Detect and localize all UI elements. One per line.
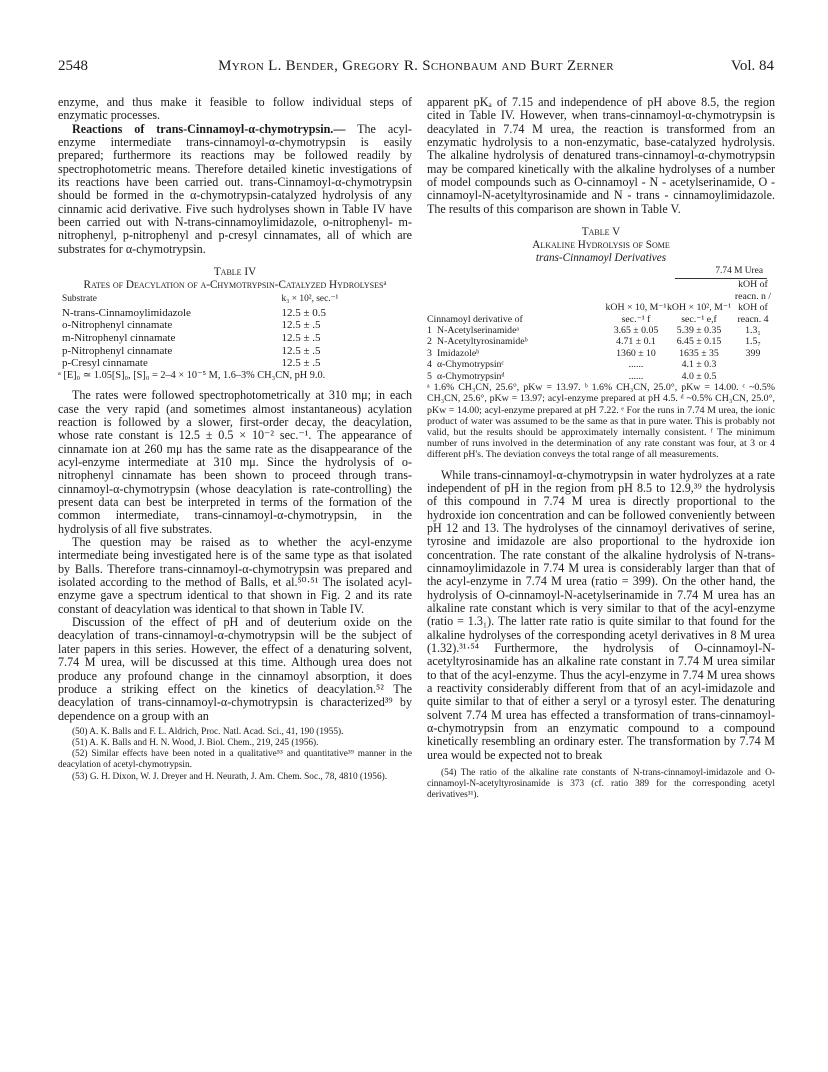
alkaline-hydrolysis-table [427,279,775,382]
table-row [58,319,358,332]
row-number: 5 [427,370,432,382]
rate-cell: 12.5 ± .5 [281,331,321,344]
ratio-cell [731,359,775,370]
substrate-cell: p-Cresyl cinnamate [62,357,148,370]
substrate-cell: N-trans-Cinnamoylimidazole [62,306,191,319]
koh-cell: 1360 ± 10 [616,347,656,359]
derivative-cell: α-Chymotrypsinᵈ [437,370,505,382]
reference: (53) G. H. Dixon, W. J. Dreyer and H. Neurath, J. Am. Chem. Soc., 78, 4810 (1956). [72,771,388,782]
paragraph-text: The acyl-enzyme intermediate trans-cinnamoyl-α-chymotrypsin is easily prepared; furthermore its reactions may be followed readily by spectrophotometric means. Therefore detailed kinetic investigations of its reactions have been carried out. trans-Cinnamoyl-α-chymotrypsin should be formed in the α-chymotrypsin-catalyzed hydrolysis of any cinnamic acid derivative. Five such hydrolyses shown in Table IV have been carried out with N-trans-cinnamoylimidazole, o-nitrophenyl- m-nitrophenyl, p-nitrophenyl and p-cresyl cinnamates, all of which are substrates for α-chymotrypsin. [58,121,412,256]
table-caption: Rates of Deacylation of α-Chymotrypsin-Catalyzed Hydrolysesᵃ [83,279,387,292]
substrate-cell: p-Nitrophenyl cinnamate [62,344,173,357]
paragraph: apparent pKₐ of 7.15 and independence of pH above 8.5, the region cited in Table IV. However, when trans-cinnamoyl-α-chymotrypsin is deacylated in 7.74 M urea, the reaction is transformed from an enzymatic hydrolysis to a non-enzymatic, base-catalyzed hydrolysis. The alkaline hydrolysis of denatured trans-cinnamoyl-α-chymotrypsin may be compared kinetically with the alkaline hydrolyses of a number of model compounds such as O-cinnamoyl - N - acetylserinamide, O - cinnamoyl-N-acetyltyrosinamide and N - trans - cinnamoylimidazole. The results of this comparison are shown in Table V. [427,95,775,216]
right-column [427,96,775,802]
table-row [58,345,358,358]
koh-cell: 4.71 ± 0.1 [616,336,656,348]
table-caption: Alkaline Hydrolysis of Some [532,239,670,252]
table-row [427,359,775,370]
substrate-cell: m-Nitrophenyl cinnamate [62,331,176,344]
table-header-row [427,279,775,325]
running-authors: Myron L. Bender, Gregory R. Schonbaum and Burt Zerner [218,58,614,74]
table-caption: trans-Cinnamoyl Derivatives [535,252,667,265]
rate-cell: 12.5 ± .5 [281,344,321,357]
table-header-row [58,292,358,307]
table-footnote: ᵃ 1.6% CH₃CN, 25.6°, pKw = 13.97. ᵇ 1.6% CH₃CN, 25.0°, pKw = 14.00. ᶜ ~0.5% CH₃CN, 25.6°, pKw = 13.97; acyl-enzyme prepared at pH 4.5. ᵈ ~0.5% CH₃CN, 25.0°, pKw = 14.00; acyl-enzyme prepared at pH 7.22. ᵉ For the runs in 7.74 M urea, the ionic product of water was assumed to be the same as that in pure water. This is probably not valid, but the results should be approximately internally consistent. ᶠ The minimum number of runs involved in the determination of any rate constant was four, at 3 or 4 different pH's. The deviation conveys the total range of all measurements. [427,382,775,461]
reference: (52) Similar effects have been noted in a qualitative⁵³ and quantitative³⁹ manner in the deacylation of acetyl-chymotrypsin. [58,749,412,771]
paragraph: The rates were followed spectrophotometrically at 310 mμ; in each case the very rapid (and sometimes almost instantaneous) acylation reaction is followed by a slower, first-order decay, the deacylation, whose rate constant is 12.5 ± 0.5 × 10⁻² sec.⁻¹. The appearance of cinnamate ion at 260 mμ has the same rate as the disappearance of the acyl-enzyme intermediate at 310 mμ. Since the hydrolysis of o-nitrophenyl cinnamate has been shown to proceed through trans-cinnamoyl-α-chymotrypsin (whose deacylation is rate-controlling) the present data can best be interpreted in terms of the formation of the common intermediate, trans-cinnamoyl-α-chymotrypsin, in the hydrolysis of all five substrates. [58,388,412,536]
table-title: Table V [581,226,621,239]
reference: (51) A. K. Balls and H. N. Wood, J. Biol. Chem., 219, 245 (1956). [72,738,319,749]
derivative-cell: α-Chymotrypsinᶜ [437,359,504,371]
table-row [427,371,775,382]
paragraph: While trans-cinnamoyl-α-chymotrypsin in water hydrolyzes at a rate independent of pH in the region from pH 8.5 to 12.9,³⁹ the hydrolysis of this compound in 7.74 M urea is directly proportional to the hydroxide ion concentration and can be followed conveniently between pH 12 and 13. The hydrolyses of the cinnamoyl derivatives of serine, tyrosine and imidazole are also proportional to the hydroxide ion concentration. The rate constant of the alkaline hydrolysis of N-trans-cinnamoylimidazole in 7.74 M urea is considerably larger than that of the acyl-enzyme in 7.74 M urea (ratio = 399). On the other hand, the hydrolysis of O-cinnamoyl-N-acetylserinamide in 7.74 M urea has an alkaline rate constant which is very similar to that of the acyl-enzyme (ratio = 1.3₁). The latter rate ratio is quite similar to that found for the alkaline hydrolyses of the corresponding acetyl derivatives in 8 M urea (1.32).³¹·⁵⁴ Furthermore, the hydrolysis of O-cinnamoyl-N-acetyltyrosinamide has an alkaline rate constant in 7.74 M urea similar to that of the acyl-enzyme. Thus the acyl-enzyme in 7.74 M urea shows a reactivity considerably different from that of an acyl-imidazole and quite similar to that of either a seryl or a tyrosyl ester. The denaturing solvent 7.74 M urea has effected a transformation of trans-cinnamoyl-α-chymotrypsin from an enzymatic compound to a compound kinetically resembling an ordinary ester. The transformation by 7.74 M urea would be expected not to break [427,467,775,762]
koh-cell: 1635 ± 35 [679,347,719,359]
koh-cell: 4.1 ± 0.3 [681,359,717,371]
koh-cell: 3.65 ± 0.05 [613,325,659,337]
table-row [58,357,358,370]
reference: (50) A. K. Balls and F. L. Aldrich, Proc. Natl. Acad. Sci., 41, 190 (1955). [72,726,344,737]
row-number: 4 [427,359,432,371]
koh-cell: 5.39 ± 0.35 [676,325,722,337]
row-number: 2 [427,336,432,348]
left-column [58,96,412,783]
koh-cell: 4.0 ± 0.5 [681,370,717,382]
ratio-cell: 1.3₁ [745,325,761,337]
table-row [427,336,775,347]
paragraph: The question may be raised as to whether the acyl-enzyme intermediate being investigated here is of the same type as that isolated by Balls. Therefore trans-cinnamoyl-α-chymotrypsin was prepared and isolated according to the method of Balls, et al.⁵⁰·⁵¹ The isolated acyl-enzyme gave a spectrum identical to that shown in Fig. 2 and its rate constant of deacylation was identical to that shown in Table IV. [58,535,412,616]
derivative-cell: Imidazoleᵇ [437,347,480,359]
derivative-cell: N-Acetylserinamideᵃ [437,325,520,337]
table-row [427,325,775,336]
rate-cell: 12.5 ± 0.5 [281,306,327,319]
table-title: Table IV [213,266,257,279]
ratio-cell: 1.5₇ [745,336,761,348]
column-header-koh-urea: kOH × 10², M⁻¹ sec.⁻¹ e,f [667,302,731,325]
koh-cell: ...... [628,370,644,382]
ratio-cell [731,371,775,382]
table-row [58,332,358,345]
table-row [58,307,358,320]
column-header-rate: k₃ × 10², sec.⁻¹ [281,294,339,305]
paragraph [58,123,412,256]
rate-cell: 12.5 ± .5 [281,357,321,370]
rates-table [58,292,358,370]
reference: (54) The ratio of the alkaline rate constants of N-trans-cinnamoyl-imidazole and O-cinnamoyl-N-acetyltyrosinamide is 373 (cf. ratio 389 for the corresponding acetyl derivatives³¹). [427,768,775,801]
row-number: 1 [427,325,432,337]
paragraph: enzyme, and thus make it feasible to follow individual steps of enzymatic processes. [58,95,412,123]
running-header [58,58,774,78]
section-heading: Reactions of trans-Cinnamoyl-α-chymotrypsin.— [72,121,346,136]
column-header-ratio: kOH of reacn. n / kOH of reacn. 4 [734,279,772,325]
ratio-cell: 399 [745,347,761,359]
paragraph: Discussion of the effect of pH and of deuterium oxide on the deacylation of trans-cinnamoyl-α-chymotrypsin will be the subject of later papers in this series. However, the effect of a denaturing solvent, 7.74 M urea, will be discussed at this time. Although urea does not produce any profound change in the cinnamoyl absorption, it does produce a striking effect on the kinetics of deacylation.⁵² The deacylation of trans-cinnamoyl-α-chymotrypsin is characterized³⁹ by dependence on a group with an [58,615,412,723]
references [58,727,412,783]
derivative-cell: N-Acetyltyrosinamideᵇ [437,336,528,348]
table-row [427,348,775,359]
substrate-cell: o-Nitrophenyl cinnamate [62,319,173,332]
table-footnote: ᵃ [E]₀ ≃ 1.05[S]₀, [S]₀ = 2–4 × 10⁻⁵ M, 1.6–3% CH₃CN, pH 9.0. [58,369,326,381]
column-header-koh-water: kOH × 10, M⁻¹ sec.⁻¹ f [605,302,667,325]
references [427,768,775,802]
row-number: 3 [427,347,432,359]
koh-cell: 6.45 ± 0.15 [676,336,722,348]
table-span-header: 7.74 M Urea [427,265,775,279]
page-number: 2548 [58,58,88,74]
volume-label: Vol. 84 [730,58,774,74]
koh-cell: ...... [628,359,644,371]
rate-cell: 12.5 ± .5 [281,319,321,332]
column-header-derivative: Cinnamoyl derivative of [427,313,523,325]
column-header-substrate: Substrate [62,294,97,305]
